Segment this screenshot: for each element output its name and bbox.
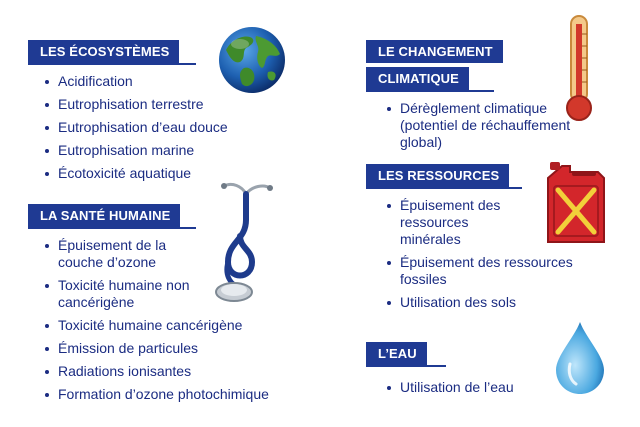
section-title-climat-line1: LE CHANGEMENT (366, 40, 503, 63)
water-drop-icon (552, 320, 608, 396)
section-title-ecosystemes: LES ÉCOSYSTÈMES (28, 40, 179, 63)
list-item: Utilisation des sols (384, 294, 606, 311)
section-ecosystemes (28, 40, 238, 188)
list-item: Eutrophisation d’eau douce (42, 119, 238, 136)
list-item: Toxicité humaine cancérigène (42, 317, 328, 334)
section-title-climat-line2: CLIMATIQUE (366, 67, 469, 90)
list-item: Utilisation de l’eau (384, 379, 606, 396)
section-title-sante: LA SANTÉ HUMAINE (28, 204, 180, 227)
list-item: Acidification (42, 73, 238, 90)
list-item: Écotoxicité aquatique (42, 165, 238, 182)
ecosystemes-list (42, 73, 238, 182)
list-item: Radiations ionisantes (42, 363, 328, 380)
list-item: Eutrophisation marine (42, 142, 238, 159)
section-title-eau: L’EAU (366, 342, 427, 365)
list-item: Épuisement des ressources minérales (384, 197, 510, 248)
list-item: Formation d’ozone photochimique (42, 386, 328, 403)
stethoscope-icon (206, 180, 286, 306)
thermometer-icon (562, 14, 596, 124)
list-item: Dérèglement climatique (potentiel de réchauffement global) (384, 100, 600, 151)
section-title-ressources: LES RESSOURCES (366, 164, 509, 187)
list-item: Épuisement des ressources fossiles (384, 254, 620, 288)
globe-icon (216, 24, 288, 96)
list-item: Eutrophisation terrestre (42, 96, 238, 113)
jerrycan-icon (540, 160, 612, 246)
list-item: Épuisement de la couche d’ozone (42, 237, 198, 271)
list-item: Toxicité humaine non cancérigène (42, 277, 208, 311)
list-item: Émission de particules (42, 340, 328, 357)
